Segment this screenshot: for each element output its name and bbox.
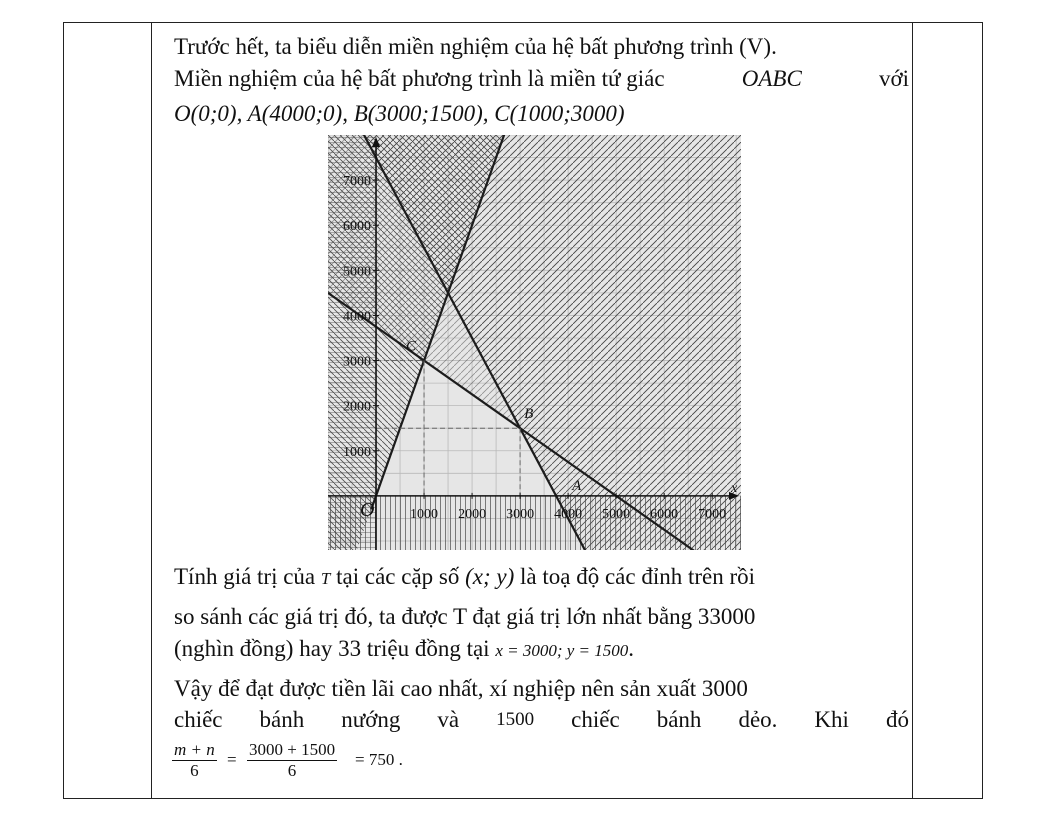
fraction-denominator: 6 [287,761,297,780]
word: đó [885,707,909,732]
text-segment: tại các cặp số [336,564,460,589]
result-value: = 750 . [355,750,403,769]
quadrilateral-name: OABC [741,66,802,91]
vertex-label: B [524,406,534,423]
x-axis-label: x [731,480,738,496]
optimal-point: x = 3000; y = 1500 [495,641,629,660]
feasible-region-graph [328,135,741,550]
vertex-label: C [406,338,417,355]
text-segment: là toạ độ các đỉnh trên rồi [520,564,756,589]
x-tick-label: 3000 [506,506,535,522]
hatch-region-below-x-axis [328,496,741,550]
word: nướng [341,707,401,732]
vertex-label: A [572,477,582,494]
x-tick-label: 1000 [410,506,439,522]
x-tick-label: 6000 [650,506,679,522]
fraction-denominator: 6 [190,761,199,780]
final-line-2 [174,706,909,734]
left-column [64,23,152,798]
word: Khi [814,707,849,732]
intro-line-2-prefix: Miền nghiệm của hệ bất phương trình là miền tứ giác [174,66,665,91]
x-tick-label: 2000 [458,506,487,522]
pair-xy: (x; y) [465,564,515,589]
period: . [628,636,635,661]
word: chiếc [174,707,223,732]
origin-label: O [360,498,375,521]
conclusion-line-3 [174,635,634,665]
fraction-numerator: m + n [174,740,215,759]
word: và [437,707,460,732]
word: bánh [656,707,702,732]
word: 1500 [496,709,535,730]
x-tick-label: 7000 [698,506,727,522]
vertex-coordinates: O(0;0), A(4000;0), B(3000;1500), C(1000;3000) [174,101,625,126]
x-tick-label: 5000 [602,506,631,522]
conclusion-line-1 [174,563,755,593]
fraction-numerator: 3000 + 1500 [249,740,336,759]
intro-line-1: Trước hết, ta biểu diễn miền nghiệm của hệ bất phương trình (V). [174,34,777,59]
x-tick-label: 4000 [554,506,583,522]
fraction-m-plus-n [172,740,217,781]
word: dẻo. [738,707,778,732]
y-tick-label: 2000 [343,399,372,415]
y-tick-label: 4000 [343,309,372,325]
variable-T: T [320,569,331,588]
hatch-region-left-of-y-axis [328,135,376,550]
conclusion-line-2: so sánh các giá trị đó, ta được T đạt giá trị lớn nhất bằng 33000 [174,604,756,629]
y-tick-label: 3000 [343,354,372,370]
intro-line-2-suffix: với [878,66,909,91]
equals-sign: = [227,750,237,769]
text-segment: (nghìn đồng) hay 33 triệu đồng tại [174,636,490,661]
intro-line-2 [174,65,909,93]
word: chiếc [571,707,620,732]
y-tick-label: 6000 [343,219,372,235]
y-tick-label: 7000 [343,174,372,190]
right-column [912,23,982,798]
text-segment: Tính giá trị của [174,564,316,589]
y-tick-label: 1000 [343,444,372,460]
word: bánh [259,707,305,732]
fraction-sum [247,740,337,781]
final-line-1: Vậy để đạt được tiền lãi cao nhất, xí nghiệp nên sản xuất 3000 [174,676,748,701]
y-tick-label: 5000 [343,264,372,280]
